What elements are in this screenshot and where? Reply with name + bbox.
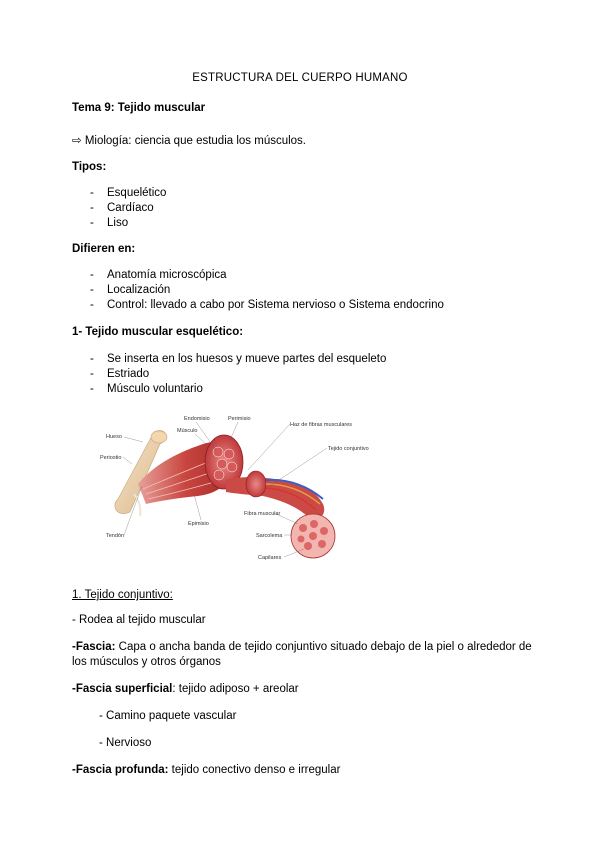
- list-item: Músculo voluntario: [107, 383, 203, 395]
- list-dash: -: [90, 187, 94, 199]
- list-item: Localización: [107, 284, 171, 296]
- conjuntivo-heading: 1. Tejido conjuntivo:: [72, 589, 173, 601]
- label-endomisio: Endomisio: [184, 416, 210, 422]
- label-fibra: Fibra muscular: [244, 511, 281, 517]
- list-dash: -: [90, 217, 94, 229]
- fascia-profunda: [72, 764, 340, 776]
- section-heading-tema: Tema 9: Tejido muscular: [72, 102, 206, 114]
- fascia-line-1: [72, 641, 532, 653]
- label-periostio: Periostio: [100, 455, 122, 461]
- list-dash: -: [90, 284, 94, 296]
- list-dash: -: [90, 202, 94, 214]
- difieren-heading: Difieren en:: [72, 243, 136, 255]
- page-title: ESTRUCTURA DEL CUERPO HUMANO: [192, 72, 408, 84]
- label-perimisio: Perimisio: [228, 416, 251, 422]
- list-dash: -: [90, 299, 94, 311]
- label-haz: Haz de fibras musculares: [290, 422, 353, 428]
- list-item: Se inserta en los huesos y mueve partes del esqueleto: [107, 353, 387, 365]
- nervioso-text: - Nervioso: [99, 737, 152, 749]
- list-dash: -: [90, 353, 94, 365]
- fascia-line-2: los músculos y otros órganos: [72, 656, 221, 668]
- list-item: Anatomía microscópica: [107, 269, 227, 281]
- label-tendon: Tendón: [106, 533, 125, 539]
- miologia-definition: ⇨ Miología: ciencia que estudia los músculos.: [72, 135, 307, 147]
- list-item: Liso: [107, 217, 129, 229]
- superficial-text: : tejido adiposo + areolar: [172, 683, 299, 695]
- label-musculo: Músculo: [177, 428, 198, 434]
- list-item: Control: llevado a cabo por Sistema nervioso o Sistema endocrino: [107, 299, 444, 311]
- label-tejido: Tejido conjuntivo: [328, 446, 369, 452]
- label-hueso: Hueso: [106, 434, 122, 440]
- profunda-text: tejido conectivo denso e irregular: [168, 764, 341, 776]
- fascia-superficial: [72, 683, 299, 695]
- muscle-anatomy-figure: [98, 404, 388, 574]
- list-item: Cardíaco: [107, 202, 154, 214]
- list-item: Esquelético: [107, 187, 167, 199]
- list-dash: -: [90, 269, 94, 281]
- list-item: Estriado: [107, 368, 150, 380]
- camino-text: - Camino paquete vascular: [99, 710, 237, 722]
- label-epimisio: Epimisio: [188, 521, 209, 527]
- fascia-label: -Fascia:: [72, 641, 116, 653]
- list-dash: -: [90, 383, 94, 395]
- rodea-text: - Rodea al tejido muscular: [72, 614, 206, 626]
- superficial-label: -Fascia superficial: [72, 683, 173, 695]
- list-dash: -: [90, 368, 94, 380]
- tipos-heading: Tipos:: [72, 161, 107, 173]
- esqueletico-heading: 1- Tejido muscular esquelético:: [72, 326, 244, 338]
- label-sarcolema: Sarcolema: [256, 533, 283, 539]
- profunda-label: -Fascia profunda:: [72, 764, 169, 776]
- fascia-text: Capa o ancha banda de tejido conjuntivo situado debajo de la piel o alrededor de: [115, 641, 532, 653]
- label-capilares: Capilares: [258, 555, 282, 561]
